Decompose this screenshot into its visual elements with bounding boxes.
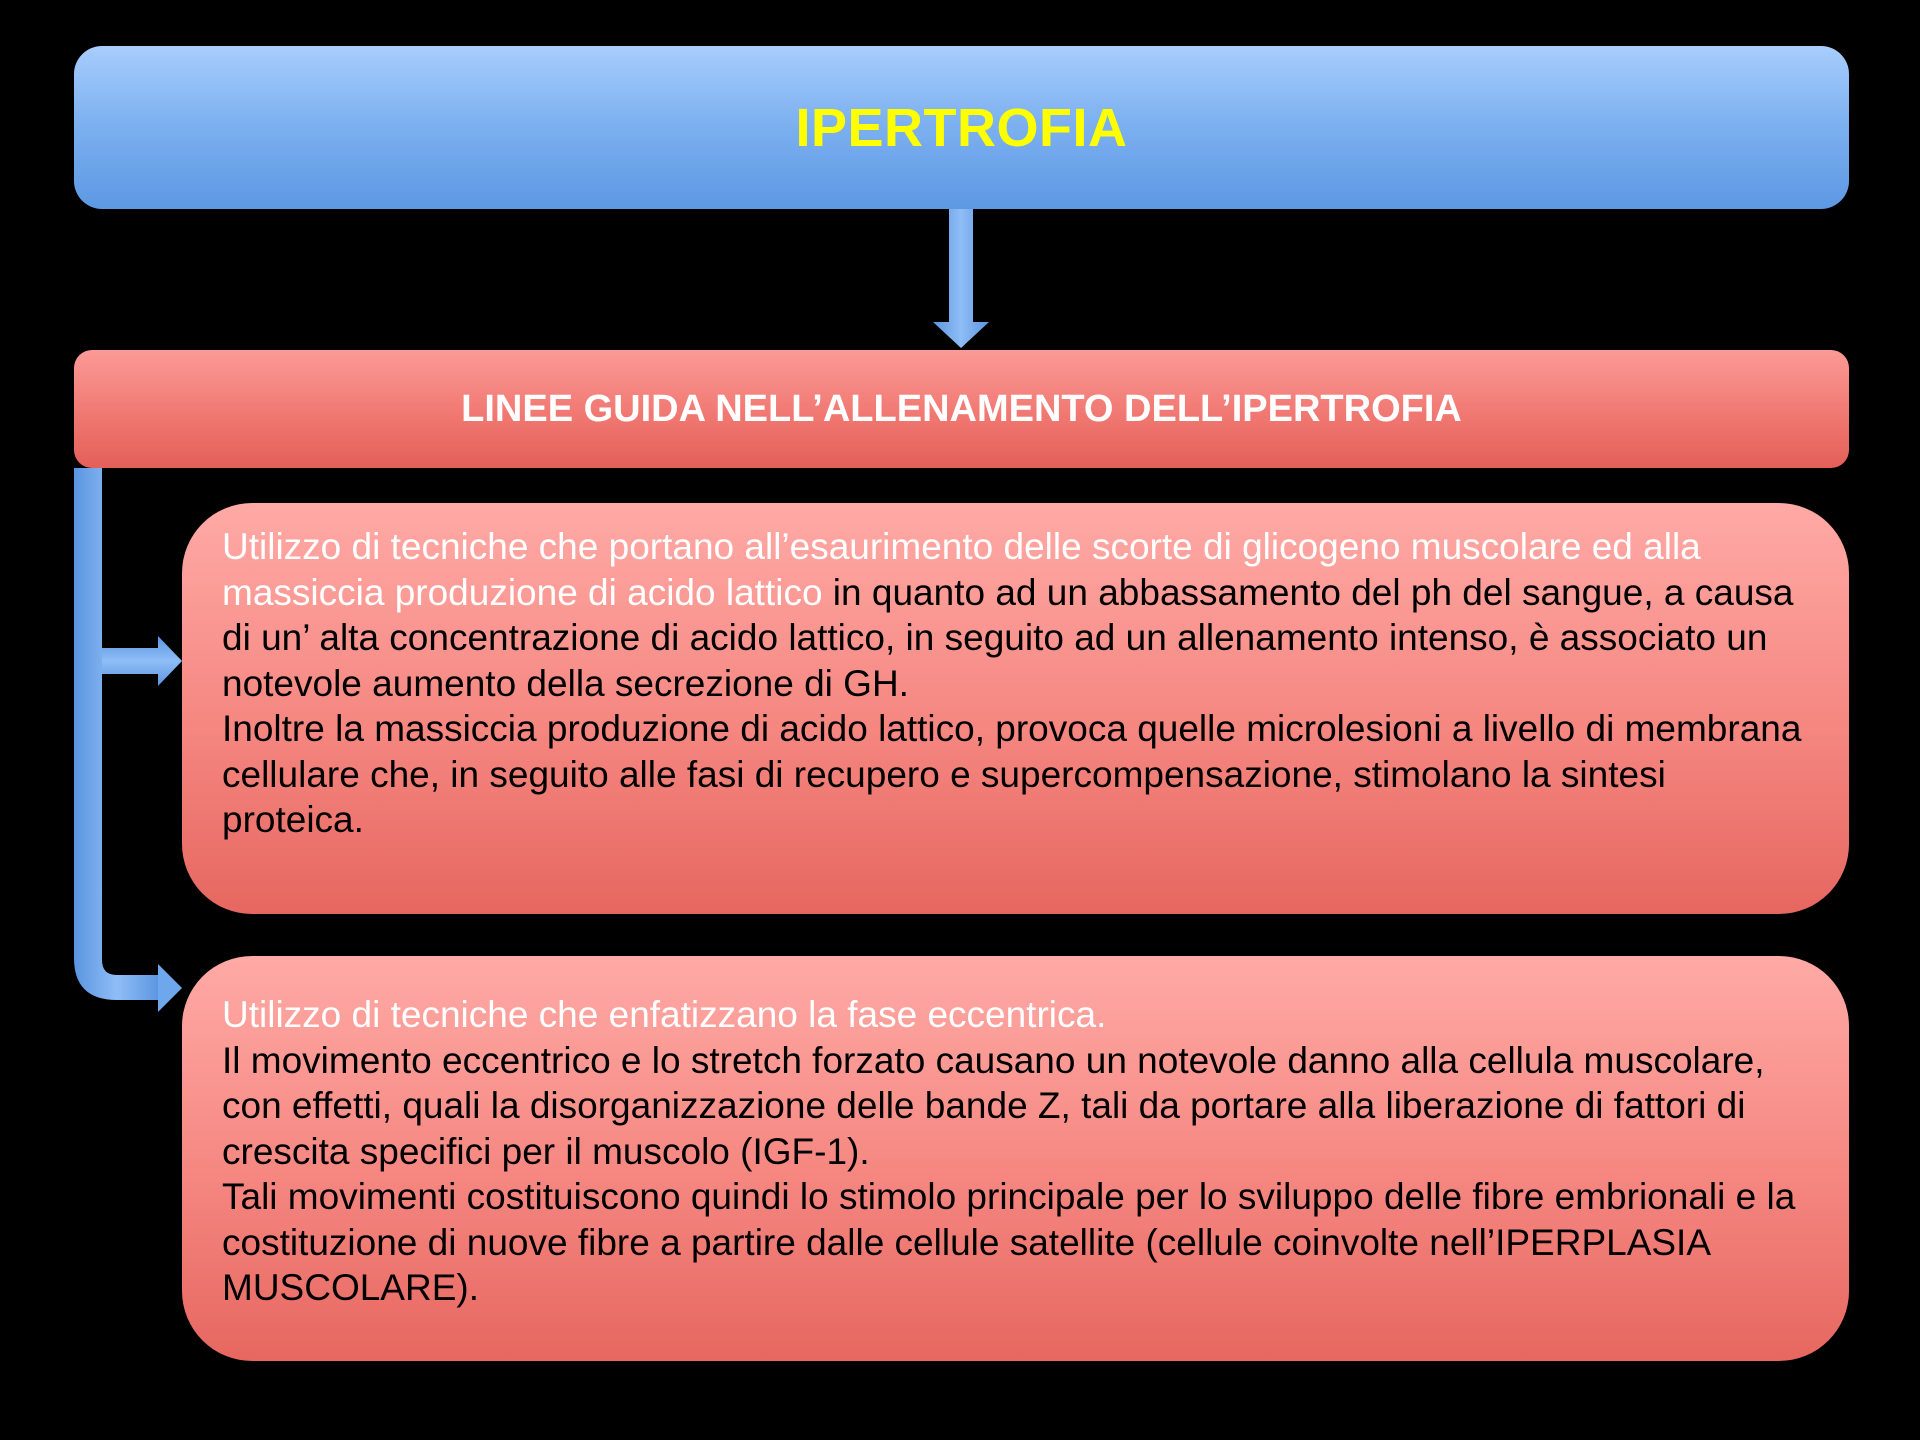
guideline-card-glycogen bbox=[182, 503, 1849, 914]
down-arrow-icon bbox=[933, 209, 989, 348]
title-box bbox=[74, 46, 1849, 209]
card-highlight-text: Utilizzo di tecniche che enfatizzano la fase eccentrica. bbox=[222, 994, 1107, 1035]
guidelines-header-text: LINEE GUIDA NELL’ALLENAMENTO DELL’IPERTROFIA bbox=[461, 387, 1462, 430]
guideline-card-eccentric bbox=[182, 956, 1849, 1361]
arrow-right-icon bbox=[158, 964, 182, 1012]
card-paragraph-2: Tali movimenti costituiscono quindi lo stimolo principale per lo sviluppo delle fibre embrionali e la costituzione di nuove fibre a partire dalle cellule satellite (cellule coinvolte nell’IPERPLASIA MUSCOLARE). bbox=[222, 1176, 1796, 1308]
card-body-text: Il movimento eccentrico e lo stretch forzato causano un notevole danno alla cellula muscolare, con effetti, quali la disorganizzazione delle bande Z, tali da portare alla liberazione di fattori di crescita specifici per il muscolo (IGF-1). bbox=[222, 1039, 1765, 1172]
guidelines-header bbox=[74, 350, 1849, 468]
diagram-title: IPERTROFIA bbox=[795, 97, 1128, 158]
card-paragraph bbox=[222, 992, 1805, 1038]
bracket-connector bbox=[74, 468, 160, 1000]
branch-arrow-icon bbox=[102, 636, 182, 686]
card-highlight-text: Utilizzo di tecniche che portano all’esaurimento delle scorte di glicogeno muscolare ed alla massiccia produzione di acido lattico bbox=[222, 526, 1701, 613]
card-paragraph bbox=[222, 524, 1805, 706]
card-body-text: in quanto ad un abbassamento del ph del sangue, a causa di un’ alta concentrazione di acido lattico, in seguito ad un allenamento intenso, è associato un notevole aumento della secrezione di GH. bbox=[222, 571, 1794, 704]
card-paragraph-2: Inoltre la massiccia produzione di acido lattico, provoca quelle microlesioni a livello di membrana cellulare che, in seguito alle fasi di recupero e supercompensazione, stimolano la sintesi proteica. bbox=[222, 708, 1802, 840]
